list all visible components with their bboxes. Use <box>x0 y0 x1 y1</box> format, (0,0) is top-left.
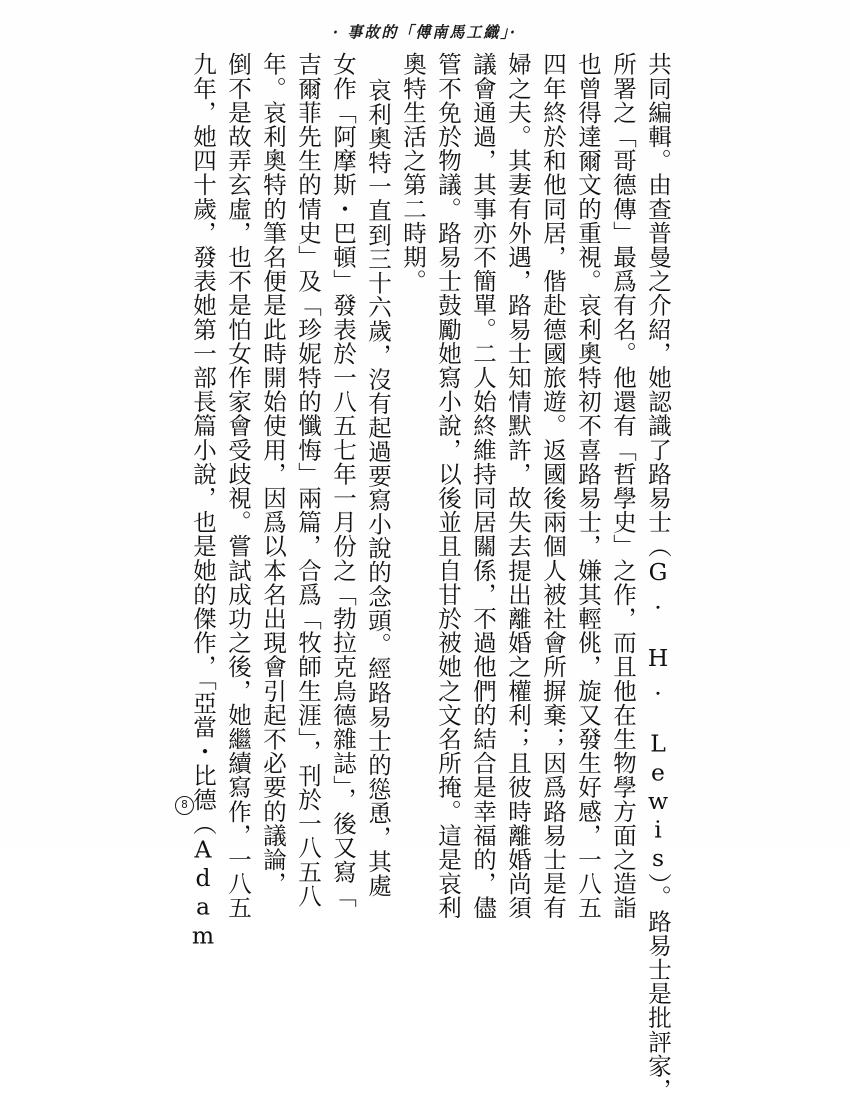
text-column: 婦之夫。其妻有外遇，路易士知情默許，故失去提出離婚之權利；且彼時離婚尚須 <box>504 52 532 920</box>
text-column: 共同編輯。由查普曼之介紹，她認識了路易士（G. H. Lewis）。路易士是批評家， <box>644 52 672 1102</box>
running-head: · 事故的「傅南馬工織」· <box>332 22 518 42</box>
text-column: 倒不是故弄玄虛，也不是怕女作家會受歧視。嘗試成功之後，她繼續寫作，一八五 <box>224 52 252 920</box>
text-column: 管不免於物議。路易士鼓勵她寫小說，以後並且自甘於被她之文名所掩。這是哀利 <box>434 52 462 920</box>
text-column: 哀利奧特一直到三十六歲，沒有起過要寫小說的念頭。經路易士的慫恿，其處 <box>364 78 392 898</box>
text-column: 女作「阿摩斯・巴頓」發表於一八五七年一月份之「勃拉克烏德雜誌」，後又寫「 <box>329 52 357 908</box>
text-column: 奧特生活之第二時期。 <box>399 52 427 293</box>
vertical-text-body <box>165 52 675 1102</box>
text-column: 九年，她四十歲，發表她第一部長篇小說，也是她的傑作，「亞當・比德（Adam <box>189 52 217 950</box>
text-column: 四年終於和他同居，偕赴德國旅遊。返國後兩個人被社會所摒棄；因爲路易士是有 <box>539 52 567 920</box>
text-column: 吉爾菲先生的情史」及「珍妮特的懺悔」兩篇，合爲「牧師生涯」，刊於一八五八 <box>294 52 322 908</box>
text-column: 年。哀利奧特的筆名便是此時開始使用，因爲以本名出現會引起不必要的議論， <box>259 52 287 896</box>
text-column: 所署之「哥德傳」最爲有名。他還有「哲學史」之作，而且他在生物學方面之造詣 <box>609 52 637 920</box>
text-column: 議會通過，其事亦不簡單。二人始終維持同居關係，不過他們的結合是幸福的，儘 <box>469 52 497 920</box>
page-number: 8 <box>175 796 194 815</box>
text-column: 也曾得達爾文的重視。哀利奧特初不喜路易士，嫌其輕佻，旋又發生好感，一八五 <box>574 52 602 920</box>
